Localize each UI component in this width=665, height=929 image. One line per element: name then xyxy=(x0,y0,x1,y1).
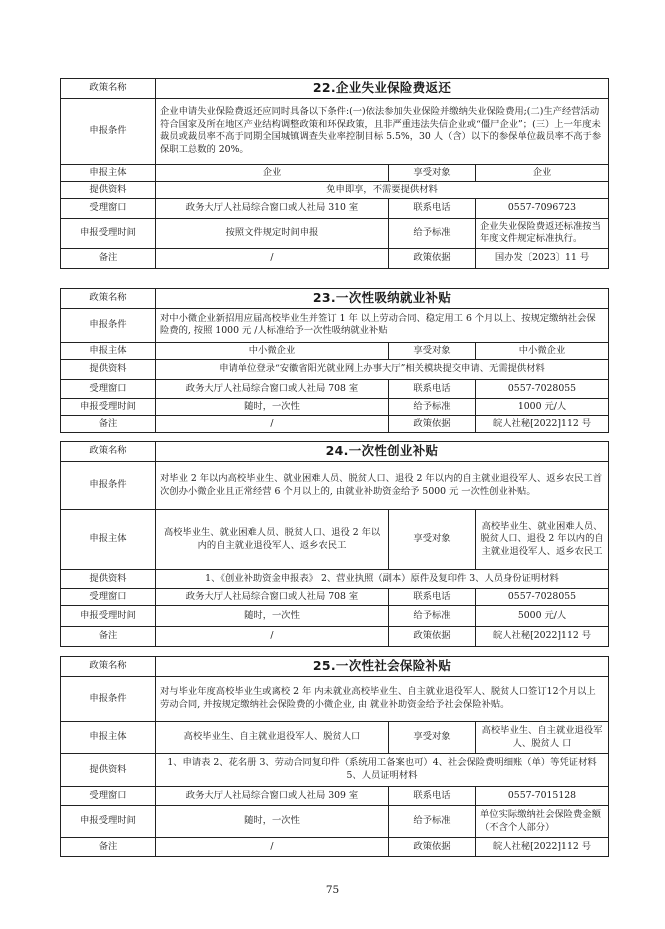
basis-label: 政策依据 xyxy=(389,415,476,432)
time-label: 申报受理时间 xyxy=(61,398,156,415)
window-value: 政务大厅人社局综合窗口或人社局 708 室 xyxy=(156,589,389,606)
conditions-text: 企业申请失业保险费返还应同时具备以下条件:(一)依法参加失业保险并缴纳失业保险费用;(二)生产经营活动符合国家及所在地区产业结构调整政策和环保政策，且非严重违法失信企业或“僵尸企业”；(三）上一年度未裁员或裁员率不高于同期全国城镇调查失业率控制目标 5.5%，30 人（含）以下的参保单位裁员率不高于参保职工总数的 20%。 xyxy=(156,98,609,164)
target-value: 高校毕业生、就业困难人员、脱贫人口、退役 2 年以内的自主就业退役军人、返乡农民工 xyxy=(476,510,609,570)
conditions-label: 申报条件 xyxy=(61,98,156,164)
materials-value: 1、申请表 2、花名册 3、劳动合同复印件（系统用工备案也可）4、社会保险费明细账（单）等凭证材料 5、人员证明材料 xyxy=(156,754,609,787)
window-label: 受理窗口 xyxy=(61,589,156,606)
remark-value: / xyxy=(156,248,389,268)
materials-label: 提供资料 xyxy=(61,754,156,787)
target-label: 享受对象 xyxy=(389,342,476,359)
standard-value: 5000 元/人 xyxy=(476,606,609,627)
remark-label: 备注 xyxy=(61,248,156,268)
basis-label: 政策依据 xyxy=(389,248,476,268)
conditions-text: 对中小微企业新招用应届高校毕业生并签订 1 年 以上劳动合同、稳定用工 6 个月以上、按规定缴纳社会保险费的, 按照 1000 元 /人标准给予一次性吸纳就业补贴 xyxy=(156,308,609,342)
basis-value: 皖人社秘[2022]112 号 xyxy=(476,838,609,857)
time-label: 申报受理时间 xyxy=(61,218,156,248)
standard-label: 给予标准 xyxy=(389,806,476,838)
policy-title: 22.企业失业保险费返还 xyxy=(156,79,609,99)
standard-label: 给予标准 xyxy=(389,606,476,627)
policy-title: 23.一次性吸纳就业补贴 xyxy=(156,289,609,309)
remark-label: 备注 xyxy=(61,838,156,857)
subject-value: 高校毕业生、自主就业退役军人、脱贫人口 xyxy=(156,722,389,754)
window-value: 政务大厅人社局综合窗口或人社局 708 室 xyxy=(156,379,389,398)
materials-label: 提供资料 xyxy=(61,181,156,198)
policy-name-label: 政策名称 xyxy=(61,442,156,462)
target-value: 高校毕业生、自主就业退役军人、脱贫人 口 xyxy=(476,722,609,754)
window-label: 受理窗口 xyxy=(61,379,156,398)
conditions-label: 申报条件 xyxy=(61,462,156,510)
phone-label: 联系电话 xyxy=(389,379,476,398)
window-value: 政务大厅人社局综合窗口或人社局 309 室 xyxy=(156,787,389,806)
policy-table-22 xyxy=(60,78,609,269)
subject-value: 高校毕业生、就业困难人员、脱贫人口、退役 2 年以内的自主就业退役军人、返乡农民工 xyxy=(156,510,389,570)
standard-label: 给予标准 xyxy=(389,398,476,415)
basis-label: 政策依据 xyxy=(389,838,476,857)
standard-value: 单位实际缴纳社会保险费金额（不含个人部分） xyxy=(476,806,609,838)
basis-label: 政策依据 xyxy=(389,627,476,647)
target-value: 企业 xyxy=(476,164,609,181)
standard-value: 企业失业保险费返还标准按当年度文件规定标准执行。 xyxy=(476,218,609,248)
policy-name-label: 政策名称 xyxy=(61,657,156,677)
conditions-label: 申报条件 xyxy=(61,677,156,722)
policy-title: 24.一次性创业补贴 xyxy=(156,442,609,462)
subject-label: 申报主体 xyxy=(61,164,156,181)
subject-value: 中小微企业 xyxy=(156,342,389,359)
subject-value: 企业 xyxy=(156,164,389,181)
target-value: 中小微企业 xyxy=(476,342,609,359)
materials-value: 免申即享，不需要提供材料 xyxy=(156,181,609,198)
remark-value: / xyxy=(156,838,389,857)
standard-value: 1000 元/人 xyxy=(476,398,609,415)
policy-name-label: 政策名称 xyxy=(61,79,156,99)
time-value: 随时，一次性 xyxy=(156,606,389,627)
subject-label: 申报主体 xyxy=(61,510,156,570)
window-label: 受理窗口 xyxy=(61,198,156,218)
phone-value: 0557-7028055 xyxy=(476,589,609,606)
standard-label: 给予标准 xyxy=(389,218,476,248)
target-label: 享受对象 xyxy=(389,510,476,570)
materials-value: 申请单位登录“安徽省阳光就业网上办事大厅”相关模块提交申请、无需提供材料 xyxy=(156,359,609,379)
page-number: 75 xyxy=(325,884,340,896)
basis-value: 国办发〔2023〕11 号 xyxy=(476,248,609,268)
basis-value: 皖人社秘[2022]112 号 xyxy=(476,627,609,647)
conditions-text: 对毕业 2 年以内高校毕业生、就业困难人员、脱贫人口、退役 2 年以内的自主就业退役军人、返乡农民工首次创办小微企业且正常经营 6 个月以上的, 由就业补助资金给予 5000 元 一次性创业补贴。 xyxy=(156,462,609,510)
policy-title: 25.一次性社会保险补贴 xyxy=(156,657,609,677)
subject-label: 申报主体 xyxy=(61,342,156,359)
phone-value: 0557-7096723 xyxy=(476,198,609,218)
phone-value: 0557-7015128 xyxy=(476,787,609,806)
materials-value: 1、《创业补助资金申报表》 2、营业执照（副本）原件及复印件 3、人员身份证明材料 xyxy=(156,570,609,589)
time-value: 随时，一次性 xyxy=(156,806,389,838)
policy-table-23 xyxy=(60,288,609,433)
policy-table-24 xyxy=(60,441,609,647)
time-value: 按照文件规定时间申报 xyxy=(156,218,389,248)
phone-label: 联系电话 xyxy=(389,787,476,806)
window-value: 政务大厅人社局综合窗口或人社局 310 室 xyxy=(156,198,389,218)
phone-label: 联系电话 xyxy=(389,589,476,606)
subject-label: 申报主体 xyxy=(61,722,156,754)
conditions-label: 申报条件 xyxy=(61,308,156,342)
remark-value: / xyxy=(156,415,389,432)
time-label: 申报受理时间 xyxy=(61,606,156,627)
phone-label: 联系电话 xyxy=(389,198,476,218)
materials-label: 提供资料 xyxy=(61,570,156,589)
materials-label: 提供资料 xyxy=(61,359,156,379)
conditions-text: 对与毕业年度高校毕业生或离校 2 年 内未就业高校毕业生、自主就业退役军人、脱贫人口签订12个月以上劳动合同, 并按规定缴纳社会保险费的小微企业, 由 就业补助资金给予社会保险补贴。 xyxy=(156,677,609,722)
remark-label: 备注 xyxy=(61,627,156,647)
time-value: 随时，一次性 xyxy=(156,398,389,415)
remark-label: 备注 xyxy=(61,415,156,432)
policy-name-label: 政策名称 xyxy=(61,289,156,309)
phone-value: 0557-7028055 xyxy=(476,379,609,398)
basis-value: 皖人社秘[2022]112 号 xyxy=(476,415,609,432)
target-label: 享受对象 xyxy=(389,164,476,181)
target-label: 享受对象 xyxy=(389,722,476,754)
window-label: 受理窗口 xyxy=(61,787,156,806)
policy-table-25 xyxy=(60,656,609,857)
time-label: 申报受理时间 xyxy=(61,806,156,838)
remark-value: / xyxy=(156,627,389,647)
